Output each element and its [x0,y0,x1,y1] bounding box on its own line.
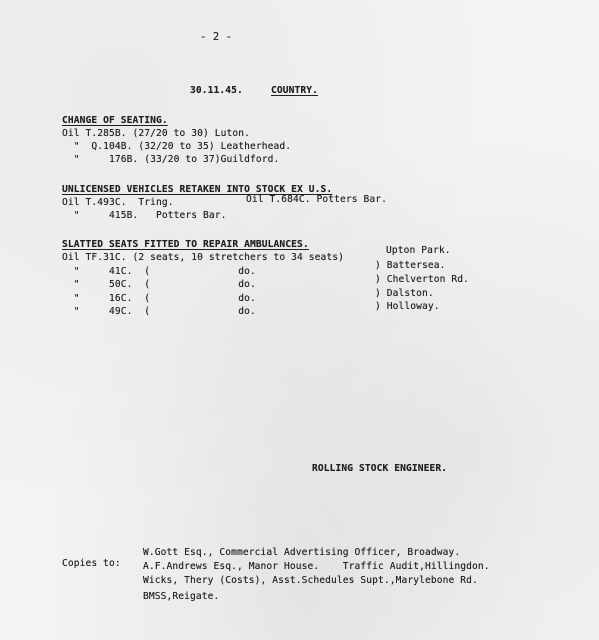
slatted-row-left: " 49C. ( do. [62,306,256,317]
page-number: - 2 - [200,31,233,43]
copies-line: A.F.Andrews Esq., Manor House. Traffic Audit,Hillingdon. [143,561,490,572]
seating-row: Oil T.285B. (27/20 to 30) Luton. [62,128,251,139]
slatted-row-left: Oil TF.31C. (2 seats, 10 stretchers to 34 seats) [62,252,345,263]
slatted-row-right: ) Dalston. [375,288,434,299]
slatted-row-right: ) Holloway. [375,301,440,312]
seating-row: " Q.104B. (32/20 to 35) Leatherhead. [62,141,292,152]
copies-line: W.Gott Esq., Commercial Advertising Officer, Broadway. [143,547,461,558]
signature-title: ROLLING STOCK ENGINEER. [312,463,448,474]
copies-line: BMSS,Reigate. [143,591,220,602]
slatted-row-left: " 41C. ( do. [62,266,256,277]
section-heading-change-of-seating: CHANGE OF SEATING. [62,115,168,126]
unlicensed-row-left: Oil T.493C. Tring. [62,197,174,208]
copies-label: Copies to: [62,558,121,569]
slatted-row-left: " 16C. ( do. [62,293,256,304]
copies-line: Wicks, Thery (Costs), Asst.Schedules Supt.,Marylebone Rd. [143,575,478,586]
header-area: COUNTRY. [271,85,319,96]
slatted-row-right: Upton Park. [386,245,451,256]
slatted-row-right: ) Chelverton Rd. [375,274,470,285]
seating-row: " 176B. (33/20 to 37)Guildford. [62,154,280,165]
slatted-row-right: ) Battersea. [375,260,446,271]
section-heading-slatted-seats: SLATTED SEATS FITTED TO REPAIR AMBULANCES. [62,239,309,250]
header-date: 30.11.45. [190,85,243,96]
unlicensed-row-right: Oil T.684C. Potters Bar. [246,194,388,205]
slatted-row-left: " 50C. ( do. [62,279,256,290]
unlicensed-row: " 415B. Potters Bar. [62,210,227,221]
section-heading-unlicensed: UNLICENSED VEHICLES RETAKEN INTO STOCK EX U.S. [62,184,333,195]
